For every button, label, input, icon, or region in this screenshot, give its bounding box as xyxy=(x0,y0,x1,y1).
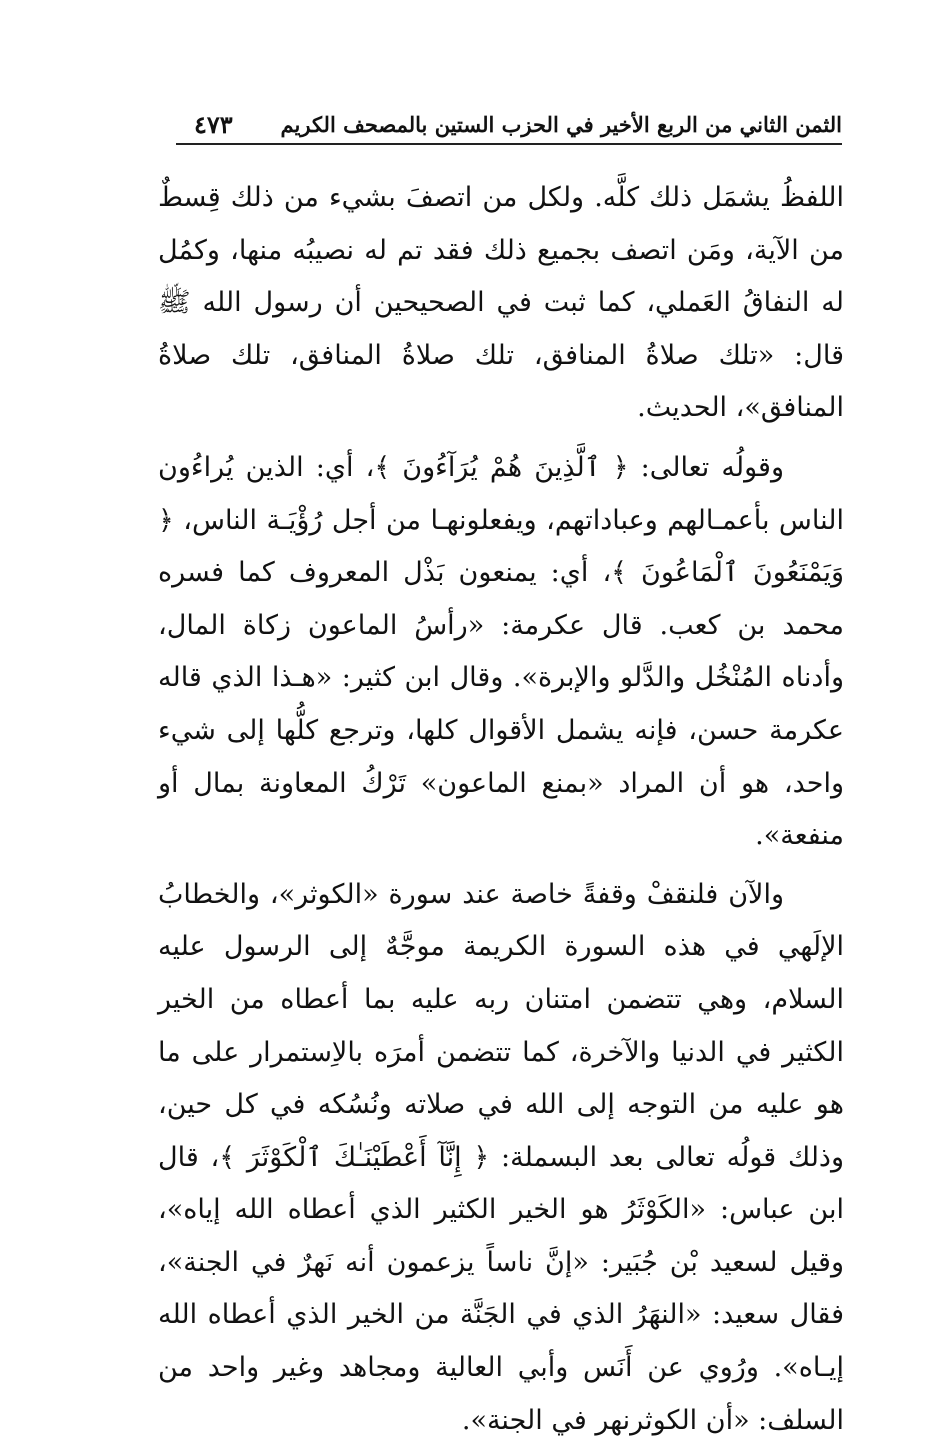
running-header xyxy=(176,108,842,144)
header-divider xyxy=(176,143,842,145)
paragraph-3: والآن فلنقفْ وقفةً خاصة عند سورة «الكوثر»، والخطابُ الإلَهي في هذه السورة الكريمة موجَّهٌ إلى الرسول عليه السلام، وهي تتضمن امتنان ربه عليه بما أعطاه من الخير الكثير في الدنيا والآخرة، كما تتضمن أمرَه بالاِستمرار على ما هو عليه من التوجه إلى الله في صلاته ونُسُكه في كل حين، وذلك قولُه تعالى بعد البسملة: ﴿ إِنَّآ أَعْطَيْنَـٰكَ ٱلْكَوْثَرَ ﴾، قال ابن عباس: «الكَوْثَرُ هو الخير الكثير الذي أعطاه الله إياه»، وقيل لسعيد بْن جُبَير: «إنَّ ناساً يزعمون أنه نَهرٌ في الجنة»، فقال سعيد: «النهَرُ الذي في الجَنَّة من الخير الذي أعطاه الله إيـاه». ورُوي عن أَنَس وأبي العالية ومجاهد وغير واحد من السلف: «أن الكوثرنهر في الجنة». xyxy=(158,878,844,1436)
paragraph-1: اللفظُ يشمَل ذلك كلَّه. ولكل من اتصفَ بشيء من ذلك قِسطٌ من الآية، ومَن اتصف بجميع ذلك فقد تم له نصيبُه منها، وكمُل له النفاقُ العَملي، كما ثبت في الصحيحين أن رسول الله ﷺ قال: «تلك صلاةُ المنافق، تلك صلاةُ المنافق، تلك صلاةُ المنافق»، الحديث. xyxy=(158,182,844,424)
page-number: ٤٧٣ xyxy=(194,110,233,139)
body-text xyxy=(158,172,844,1447)
paragraph-2: وقولُه تعالى: ﴿ ٱلَّذِينَ هُمْ يُرَآءُونَ ﴾، أي: الذين يُراءُون الناس بأعمـالهم وعباداتهم، ويفعلونهـا من أجل رُؤْيَـة الناس، ﴿ وَيَمْنَعُونَ ٱلْمَاعُونَ ﴾، أي: يمنعون بَذْل المعروف كما فسره محمد بن كعب. قال عكرمة: «رأسُ الماعون زكاة المال، وأدناه المُنْخُل والدَّلو والإبرة». وقال ابن كثير: «هـذا الذي قاله عكرمة حسن، فإنه يشمل الأقوال كلها، وترجع كلُّها إلى شيء واحد، هو أن المراد «بمنع الماعون» تَرْكُ المعاونة بمال أو منفعة». xyxy=(158,451,844,852)
header-title: الثمن الثاني من الربع الأخير في الحزب الستين بالمصحف الكريم xyxy=(280,112,842,137)
